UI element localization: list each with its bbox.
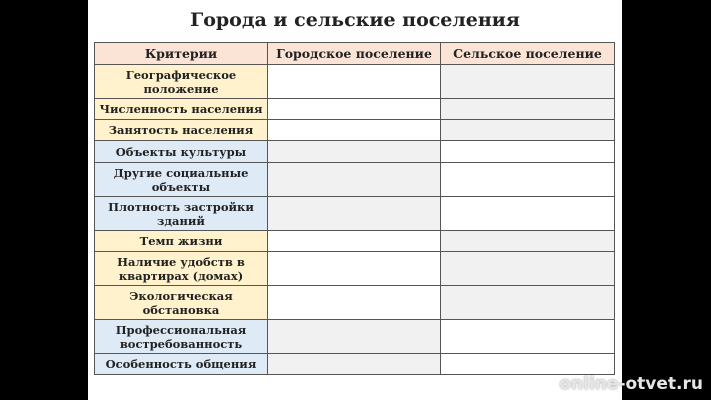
header-row <box>95 43 615 65</box>
rural-cell[interactable] <box>441 163 615 197</box>
criterion-cell: Географическое положение <box>95 65 268 99</box>
table-row <box>95 320 615 354</box>
table-row <box>95 231 615 252</box>
criterion-cell: Темп жизни <box>95 231 268 252</box>
criterion-cell: Численность населения <box>95 99 268 120</box>
urban-cell[interactable] <box>268 120 441 141</box>
rural-cell[interactable] <box>441 354 615 375</box>
table-row <box>95 163 615 197</box>
criterion-cell: Другие социальные объекты <box>95 163 268 197</box>
rural-cell[interactable] <box>441 252 615 286</box>
watermark: online-otvet.ru <box>559 374 703 394</box>
criterion-cell: Занятость населения <box>95 120 268 141</box>
urban-cell[interactable] <box>268 99 441 120</box>
header-urban: Городское поселение <box>268 43 441 65</box>
rural-cell[interactable] <box>441 120 615 141</box>
slide <box>88 0 622 400</box>
urban-cell[interactable] <box>268 197 441 231</box>
table-row <box>95 141 615 163</box>
rural-cell[interactable] <box>441 141 615 163</box>
rural-cell[interactable] <box>441 231 615 252</box>
rural-cell[interactable] <box>441 320 615 354</box>
criterion-cell: Особенность общения <box>95 354 268 375</box>
criterion-cell: Наличие удобств в квартирах (домах) <box>95 252 268 286</box>
rural-cell[interactable] <box>441 197 615 231</box>
urban-cell[interactable] <box>268 163 441 197</box>
comparison-table <box>94 42 615 375</box>
table-row <box>95 65 615 99</box>
slide-title: Города и сельские поселения <box>190 9 520 31</box>
urban-cell[interactable] <box>268 231 441 252</box>
header-criteria: Критерии <box>95 43 268 65</box>
urban-cell[interactable] <box>268 252 441 286</box>
urban-cell[interactable] <box>268 286 441 320</box>
urban-cell[interactable] <box>268 141 441 163</box>
table-body <box>95 65 615 375</box>
table-row <box>95 99 615 120</box>
table-row <box>95 252 615 286</box>
table-row <box>95 197 615 231</box>
urban-cell[interactable] <box>268 320 441 354</box>
rural-cell[interactable] <box>441 99 615 120</box>
header-rural: Сельское поселение <box>441 43 615 65</box>
criterion-cell: Профессиональная востребованность <box>95 320 268 354</box>
table-row <box>95 354 615 375</box>
rural-cell[interactable] <box>441 65 615 99</box>
table-row <box>95 120 615 141</box>
criterion-cell: Объекты культуры <box>95 141 268 163</box>
criterion-cell: Плотность застройки зданий <box>95 197 268 231</box>
urban-cell[interactable] <box>268 65 441 99</box>
criterion-cell: Экологическая обстановка <box>95 286 268 320</box>
rural-cell[interactable] <box>441 286 615 320</box>
urban-cell[interactable] <box>268 354 441 375</box>
table-row <box>95 286 615 320</box>
